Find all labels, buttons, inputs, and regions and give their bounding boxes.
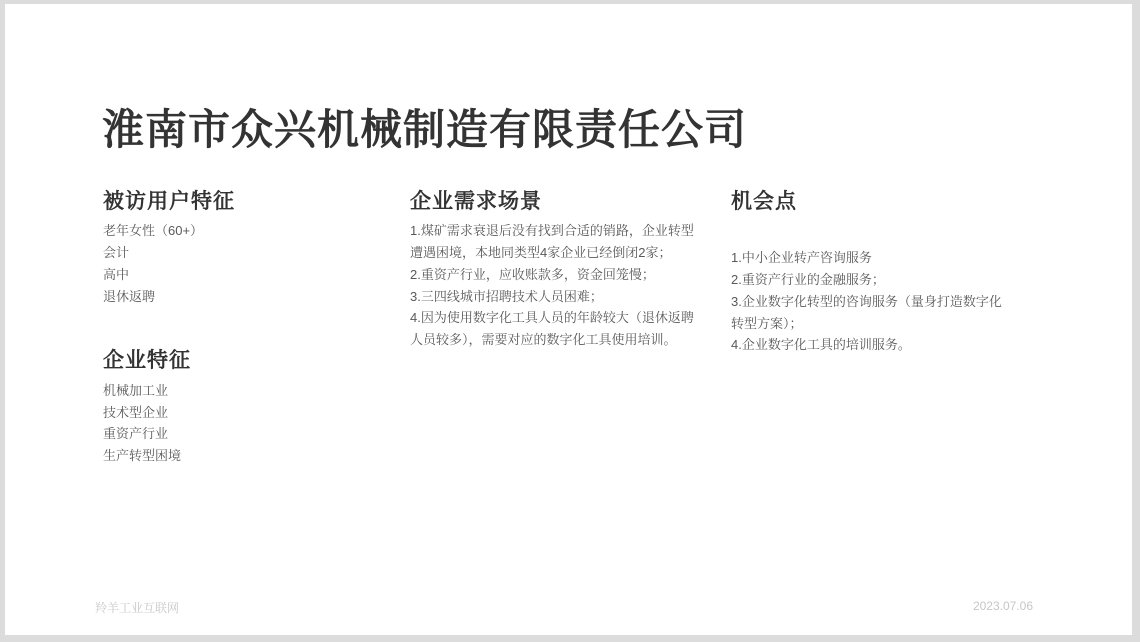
list-item: 重资产行业 bbox=[103, 426, 169, 442]
opportunities-list bbox=[731, 247, 1013, 356]
list-item: 4.因为使用数字化工具人员的年龄较大（退休返聘人员较多），需要对应的数字化工具使用培训。 bbox=[410, 310, 694, 348]
list-item: 2.重资产行业的金融服务； bbox=[731, 272, 885, 288]
column-user-and-company bbox=[103, 188, 388, 467]
list-item: 技术型企业 bbox=[103, 404, 169, 420]
company-profile-list bbox=[103, 380, 388, 467]
list-item: 3.三四线城市招聘技术人员困难； bbox=[410, 288, 603, 304]
list-item: 机械加工业 bbox=[103, 382, 169, 398]
section-company-profile bbox=[103, 347, 388, 466]
footer-date: 2023.07.06 bbox=[972, 599, 1033, 613]
list-item: 会计 bbox=[103, 245, 130, 261]
list-item: 1.煤矿需求衰退后没有找到合适的销路，企业转型遭遇困境，本地同类型4家企业已经倒闭2家； bbox=[410, 223, 694, 261]
slide-page bbox=[5, 4, 1132, 635]
demand-scenarios-list bbox=[410, 220, 694, 351]
section-heading-company-profile: 企业特征 bbox=[103, 349, 191, 373]
list-item: 1.中小企业转产咨询服务 bbox=[731, 250, 872, 266]
list-item: 老年女性（60+） bbox=[103, 223, 204, 239]
column-demand-scenarios bbox=[410, 188, 694, 351]
section-heading-opportunities: 机会点 bbox=[731, 190, 797, 213]
section-user-profile bbox=[103, 188, 388, 307]
list-item: 4.企业数字化工具的培训服务。 bbox=[731, 337, 911, 353]
page-title: 淮南市众兴机械制造有限责任公司 bbox=[102, 106, 748, 153]
list-item: 2.重资产行业，应收账款多，资金回笼慢； bbox=[410, 266, 655, 282]
user-profile-list bbox=[103, 220, 388, 307]
section-heading-demand-scenarios: 企业需求场景 bbox=[410, 190, 542, 213]
section-heading-user-profile: 被访用户特征 bbox=[103, 190, 235, 213]
list-item: 高中 bbox=[103, 266, 130, 282]
list-item: 退休返聘 bbox=[103, 288, 156, 304]
column-opportunities bbox=[731, 188, 1013, 356]
list-item: 3.企业数字化转型的咨询服务（量身打造数字化转型方案）； bbox=[731, 293, 1002, 331]
footer-brand: 羚羊工业互联网 bbox=[95, 601, 180, 615]
list-item: 生产转型困境 bbox=[103, 448, 182, 464]
